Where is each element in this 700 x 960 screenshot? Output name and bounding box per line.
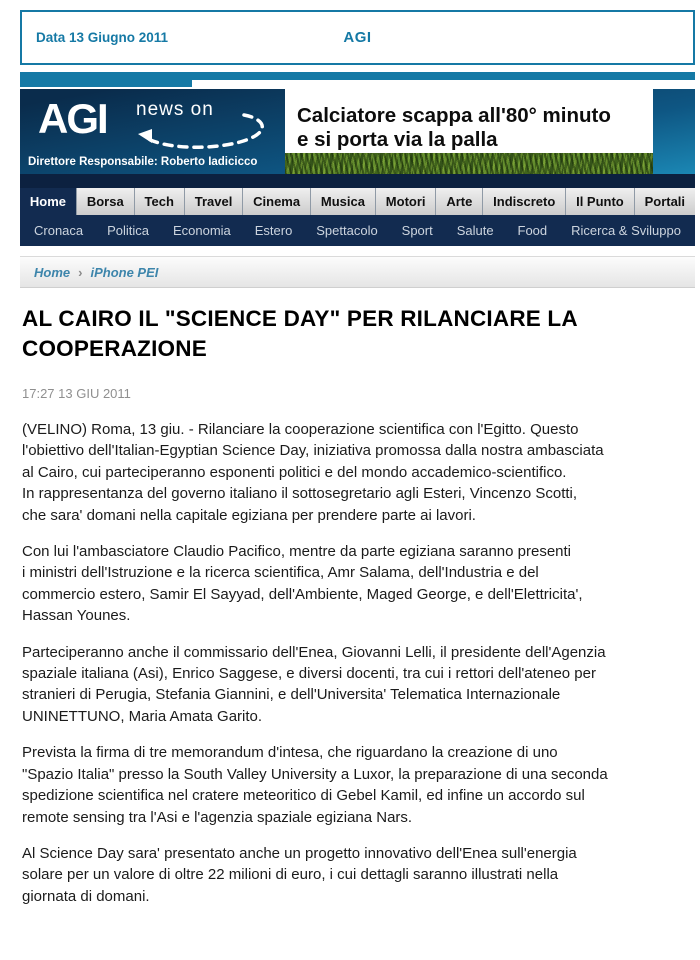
tab-portali[interactable]: Portali [635, 188, 695, 215]
teal-divider-thick-segment [20, 72, 192, 87]
tab-motori[interactable]: Motori [376, 188, 437, 215]
article-paragraph: (VELINO) Roma, 13 giu. - Rilanciare la cooperazione scientifica con l'Egitto. Questo l'obiettivo dell'Italian-Egyptian Science Day, iniziativa promossa dalla nostra ambasciata al Cairo, cui parteciperanno esponenti politici e del mondo accademico-scientifico. In rappresentanza del governo italiano il sottosegretario agli Esteri, Vincenzo Scotti, che sara' domani nella capitale egiziana per prendere parte ai lavori. [22, 421, 604, 524]
news-on-label: news on [136, 99, 214, 120]
subnav-item-ricerca-sviluppo[interactable]: Ricerca & Sviluppo [571, 223, 681, 238]
ad-banner[interactable] [285, 89, 653, 174]
subnav-item-economia[interactable]: Economia [172, 223, 231, 238]
document-header-box [20, 10, 695, 65]
tab-musica[interactable]: Musica [311, 188, 376, 215]
masthead-bottom-strip [20, 174, 695, 188]
date-label: Data 13 Giugno 2011 [36, 30, 169, 45]
page-content [20, 10, 695, 907]
teal-divider-thin-segment [192, 72, 695, 80]
news-on-swirl-icon [126, 109, 274, 155]
banner-headline: Calciatore scappa all'80° minuto e si porta via la palla [297, 104, 611, 151]
masthead [20, 89, 695, 174]
subnav-item-spettacolo[interactable]: Spettacolo [316, 223, 378, 238]
tab-home[interactable]: Home [20, 188, 77, 215]
agency-label: AGI [343, 29, 372, 46]
tab-indiscreto[interactable]: Indiscreto [483, 188, 566, 215]
breadcrumb [20, 256, 695, 288]
article-paragraph: Parteciperanno anche il commissario dell'Enea, Giovanni Lelli, il presidente dell'Agenzia spaziale italiana (Asi), Enrico Saggese, e diversi docenti, tra cui i rettori dell'ateneo per stranieri di Perugia, Stefania Giannini, e dell'Universita' Telematica Internazionale UNINETTUNO, Maria Amata Garito. [22, 643, 606, 725]
tab-il-punto[interactable]: Il Punto [566, 188, 634, 215]
tab-tech[interactable]: Tech [135, 188, 185, 215]
breadcrumb-link-iphone-pei[interactable]: iPhone PEI [90, 264, 159, 280]
secondary-nav [20, 215, 695, 246]
article-paragraph: Prevista la firma di tre memorandum d'intesa, che riguardano la creazione di uno "Spazio Italia" presso la South Valley University a Luxor, la preparazione di una seconda spedizione scientifica nel cratere meteoritico di Gebel Kamil, ed infine un accordo sul remote sensing tra l'Asi e l'agenzia spaziale egiziana Nars. [22, 744, 608, 826]
subnav-item-cronaca[interactable]: Cronaca [34, 223, 84, 238]
subnav-item-sport[interactable]: Sport [401, 223, 433, 238]
breadcrumb-separator-icon: › [78, 264, 83, 280]
article [20, 304, 695, 907]
tab-borsa[interactable]: Borsa [77, 188, 135, 215]
tab-cinema[interactable]: Cinema [243, 188, 311, 215]
subnav-item-salute[interactable]: Salute [456, 223, 494, 238]
agi-logo[interactable]: AGI [38, 95, 107, 142]
primary-nav [20, 188, 695, 215]
grass-image [285, 153, 653, 174]
article-title: AL CAIRO IL "SCIENCE DAY" PER RILANCIARE LA COOPERAZIONE [22, 306, 578, 361]
article-paragraph: Al Science Day sara' presentato anche un progetto innovativo dell'Enea sull'energia solare per un valore di oltre 22 milioni di euro, i cui dettagli saranno illustrati nella giornata di domani. [22, 844, 577, 905]
subnav-item-estero[interactable]: Estero [254, 223, 293, 238]
teal-divider [20, 72, 695, 87]
agi-logo-block[interactable] [20, 89, 285, 174]
tab-travel[interactable]: Travel [185, 188, 243, 215]
article-paragraph: Con lui l'ambasciatore Claudio Pacifico, mentre da parte egiziana saranno presenti i ministri dell'Istruzione e la ricerca scientifica, Amr Salama, dell'Industria e del commercio estero, Samir El Sayyad, dell'Ambiente, Maged George, e dell'Elettricita', Hassan Younes. [22, 543, 583, 625]
article-timestamp: 17:27 13 GIU 2011 [22, 386, 131, 401]
tab-arte[interactable]: Arte [436, 188, 483, 215]
director-credit: Direttore Responsabile: Roberto Iadicicco [28, 156, 258, 168]
breadcrumb-link-home[interactable]: Home [34, 264, 71, 280]
subnav-item-politica[interactable]: Politica [107, 223, 150, 238]
subnav-item-food[interactable]: Food [517, 223, 548, 238]
